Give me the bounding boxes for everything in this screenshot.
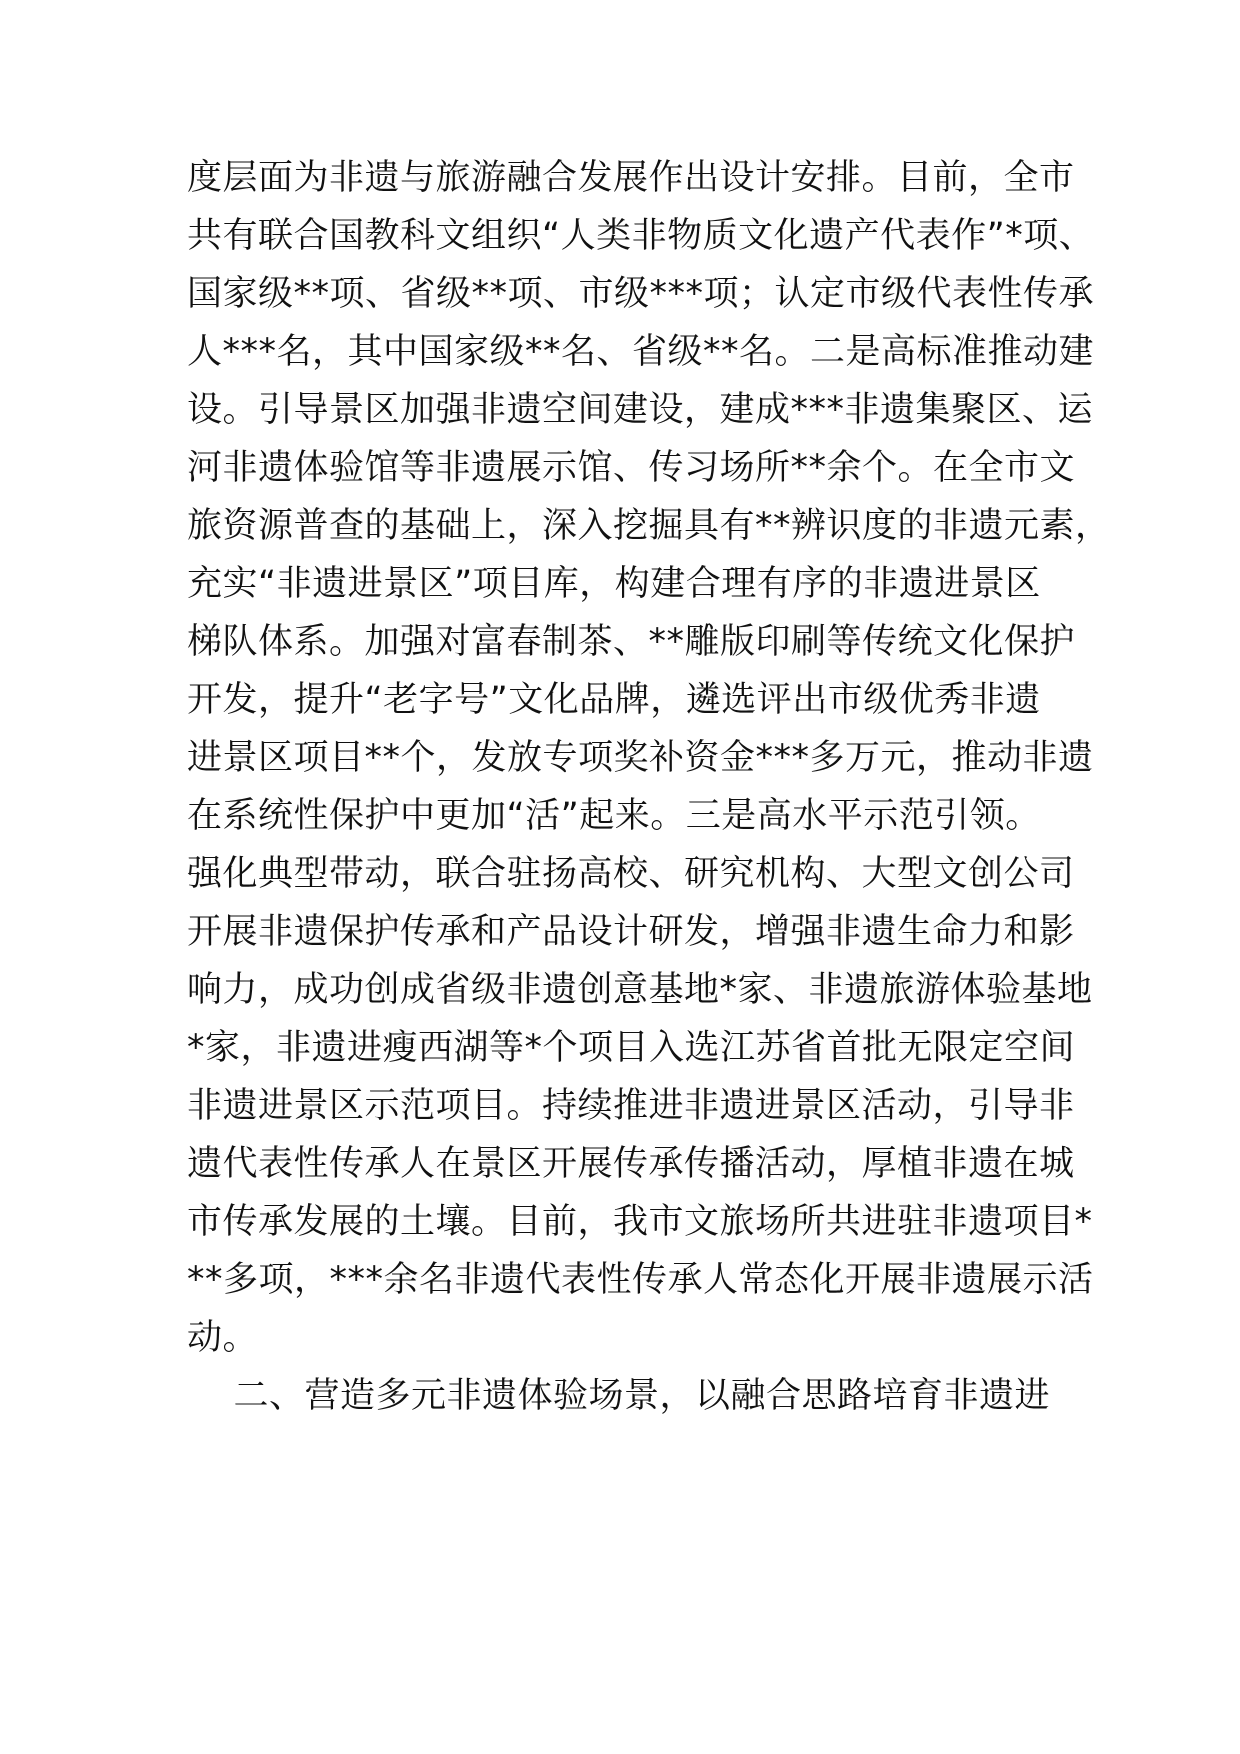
text-line: 市传承发展的土壤。目前，我市文旅场所共进驻非遗项目* [187, 1202, 1093, 1242]
text-line: 梯队体系。加强对富春制茶、**雕版印刷等传统文化保护 [187, 622, 1076, 662]
text-line: 开发，提升“老字号”文化品牌，遴选评出市级优秀非遗 [187, 680, 1041, 720]
text-line: 在系统性保护中更加“活”起来。三是高水平示范引领。 [187, 796, 1041, 836]
text-line: 设。引导景区加强非遗空间建设，建成***非遗集聚区、运 [187, 390, 1094, 430]
text-line: **多项，***余名非遗代表性传承人常态化开展非遗展示活 [187, 1260, 1094, 1300]
text-line: 国家级**项、省级**项、市级***项；认定市级代表性传承 [187, 274, 1095, 314]
text-line: 开展非遗保护传承和产品设计研发，增强非遗生命力和影 [187, 912, 1075, 952]
text-line: 非遗进景区示范项目。持续推进非遗进景区活动，引导非 [187, 1086, 1075, 1126]
text-line: 动。 [187, 1318, 259, 1358]
text-line: 充实“非遗进景区”项目库，构建合理有序的非遗进景区 [187, 564, 1041, 604]
text-line: 河非遗体验馆等非遗展示馆、传习场所**余个。在全市文 [187, 448, 1076, 488]
text-line: 响力，成功创成省级非遗创意基地*家、非遗旅游体验基地 [187, 970, 1093, 1010]
text-line: 人***名，其中国家级**名、省级**名。二是高标准推动建 [187, 332, 1095, 372]
text-line: *家，非遗进瘦西湖等*个项目入选江苏省首批无限定空间 [187, 1028, 1076, 1068]
text-line: 旅资源普查的基础上，深入挖掘具有**辨识度的非遗元素， [187, 506, 1111, 546]
text-line: 度层面为非遗与旅游融合发展作出设计安排。目前，全市 [187, 158, 1075, 198]
text-line: 进景区项目**个，发放专项奖补资金***多万元，推动非遗 [187, 738, 1094, 778]
text-line: 遗代表性传承人在景区开展传承传播活动，厚植非遗在城 [187, 1144, 1075, 1184]
section-heading-line: 二、营造多元非遗体验场景，以融合思路培育非遗进 [187, 1376, 1051, 1416]
text-line: 强化典型带动，联合驻扬高校、研究机构、大型文创公司 [187, 854, 1075, 894]
text-line: 共有联合国教科文组织“人类非物质文化遗产代表作”*项、 [187, 216, 1095, 256]
